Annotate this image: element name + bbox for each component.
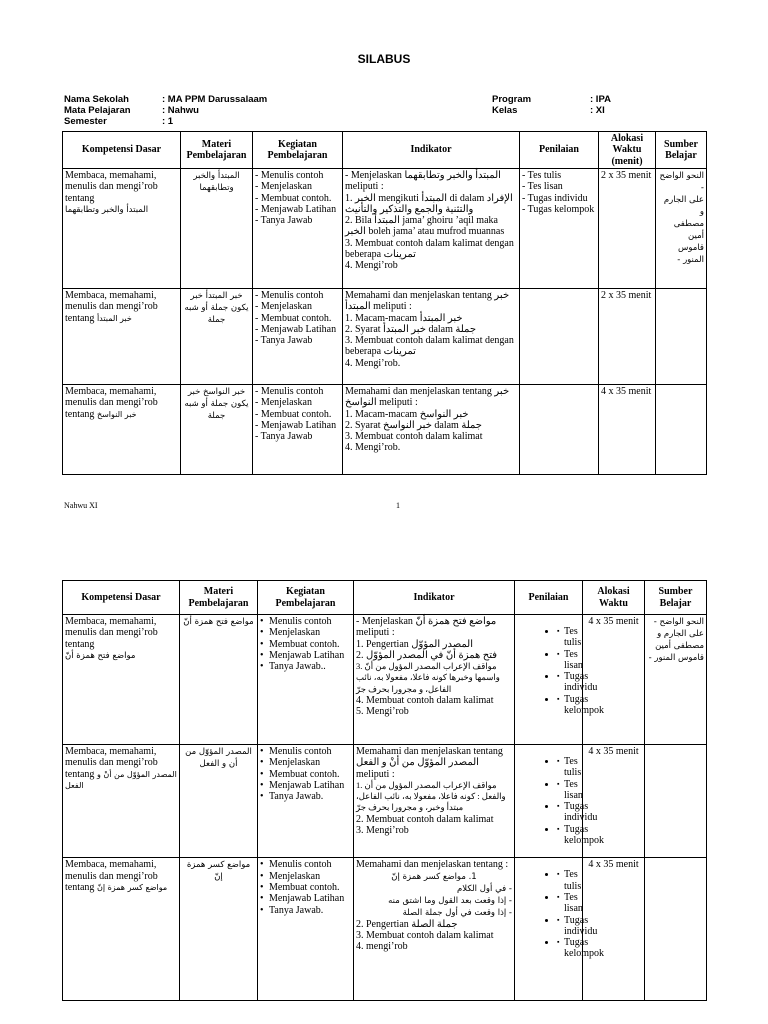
meta-key: Nama Sekolah xyxy=(64,94,129,105)
indikator-cell xyxy=(354,615,515,745)
arabic-text: المبتدأ والخبر وتطابقهما xyxy=(65,204,149,215)
penilaian-cell xyxy=(520,385,599,475)
text-line: 1. Pengertian المصدر المؤوّل xyxy=(356,638,473,650)
text-line: menulis dan mengi’rob xyxy=(65,301,158,313)
text-line: 1. مواقف الإعراب المصدر المؤول من أن والفعل : كونه فاعلا، مفعولا به، نائب الفاعل، مبتدأ وخبر، و مجرورا بحرف جرّ xyxy=(356,779,506,813)
list-item: - Tanya Jawab xyxy=(255,431,340,442)
syllabus-table-2 xyxy=(62,580,707,1001)
text-line: 4. Membuat contoh dalam kalimat xyxy=(356,695,494,707)
table-row xyxy=(63,858,707,1001)
meta-key: Mata Pelajaran xyxy=(64,105,131,116)
meta-value: : 1 xyxy=(162,116,174,127)
kompetensi-cell xyxy=(63,169,181,289)
arabic-text: المصدر المؤوّل من أنْ و الفعل xyxy=(65,769,177,790)
meta-value: : XI xyxy=(590,105,605,116)
list-item: ▪ • Tes lisan xyxy=(557,649,580,672)
text-line: 2. Syarat خبر النواسخ dalam جملة xyxy=(345,419,482,431)
arabic-text: - في أول الكلام xyxy=(457,883,512,894)
text-line: النحو الواضح - xyxy=(653,617,704,627)
list-item: - Menjawab Latihan xyxy=(255,324,340,335)
text-line: Memahami dan menjelaskan tentang خبر النواسخ meliputi : xyxy=(345,386,510,409)
list-item: - Membuat contoh. xyxy=(255,409,340,420)
text-line: 1. Macam-macam خبر المبتدأ xyxy=(345,312,463,324)
alokasi-cell: 2 x 35 menit xyxy=(599,289,656,385)
arabic-text: خبر النواسخ xyxy=(96,409,137,419)
list-item: - Membuat contoh. xyxy=(255,313,340,324)
alokasi-cell: 4 x 35 menit xyxy=(599,385,656,475)
header-indikator: Indikator xyxy=(354,581,515,615)
alokasi-cell: 4 x 35 menit xyxy=(583,858,645,1001)
meta-value: : MA PPM Darussalaam xyxy=(162,94,268,105)
list-item: ▪ • Tes lisan xyxy=(557,779,580,802)
text-line: tentang xyxy=(65,192,95,204)
kompetensi-cell xyxy=(63,385,181,475)
indikator-cell xyxy=(354,745,515,858)
list-item: ▪ • Tugas kelompok xyxy=(557,824,580,847)
list-item: ▪ • Tes tulis xyxy=(557,626,580,649)
sumber-cell xyxy=(645,745,707,858)
list-item: • Menulis contoh xyxy=(260,616,351,627)
penilaian-cell xyxy=(515,858,604,1001)
text-line xyxy=(65,313,178,324)
text-line: 2. Syarat خبر المبتدأ dalam جملة xyxy=(345,323,477,335)
list-item: ▪ • Tugas individu xyxy=(557,801,580,824)
text-line: 2. Bila المبتدأ jama’ ghoiru ’aqil maka الخبر boleh jama’ atau mufrod muannas xyxy=(345,215,505,238)
text-line: menulis dan mengi’rob xyxy=(65,627,158,639)
text-line xyxy=(65,882,177,893)
penilaian-cell xyxy=(520,289,599,385)
penilaian-cell xyxy=(515,615,604,745)
list-item: • Membuat contoh. xyxy=(260,769,351,780)
text-line: Memahami dan menjelaskan tentang خبر المبتدأ meliputi : xyxy=(345,290,510,313)
header-indikator: Indikator xyxy=(343,132,520,169)
text-line: 4. Mengi’rob. xyxy=(345,357,401,369)
kegiatan-cell xyxy=(258,858,354,1001)
table-row xyxy=(63,385,707,475)
text-line: menulis dan mengi’rob xyxy=(65,397,158,409)
table-row xyxy=(63,745,707,858)
sumber-cell xyxy=(645,615,707,745)
kegiatan-cell xyxy=(258,615,354,745)
text-line: مصطفى أمين xyxy=(673,219,704,241)
kompetensi-cell xyxy=(63,615,180,745)
text-line: 3. مواقف الإعراب المصدر المؤول من أنّ واسمها وخبرها كونه فاعلا، مفعولا به، نائب الفاعل، و مجرورا بحرف جرّ xyxy=(356,661,500,694)
list-item: - Menjelaskan xyxy=(255,301,340,312)
list-item: • Menjelaskan xyxy=(260,757,351,768)
text-line: قاموس المنور - xyxy=(648,653,704,663)
list-item: • Menjawab Latihan xyxy=(260,650,351,661)
meta-value: : Nahwu xyxy=(162,105,199,116)
syllabus-table-1 xyxy=(62,131,707,475)
indikator-cell xyxy=(343,289,520,385)
text-line: Membaca, memahami, xyxy=(65,170,157,181)
text-line: على الجارم و xyxy=(663,195,704,217)
penilaian-cell xyxy=(520,169,599,289)
text-line: Membaca, memahami, xyxy=(65,290,157,301)
page-title: SILABUS xyxy=(357,52,411,66)
table-row xyxy=(63,169,707,289)
meta-key: Semester xyxy=(64,116,107,127)
list-item: • Menjelaskan xyxy=(260,627,351,638)
list-item: ▪ • Tes tulis xyxy=(557,869,580,892)
text-line: 3. Membuat contoh dalam kalimat dengan beberapa تمرينات xyxy=(345,237,514,261)
kegiatan-cell xyxy=(258,745,354,858)
text-line: Memahami dan menjelaskan tentang المصدر المؤوّل من أنْ و الفعل meliputi : xyxy=(356,746,503,780)
materi-cell: المصدر المؤوّل من أن و الفعل xyxy=(180,745,258,858)
kegiatan-cell xyxy=(253,169,343,289)
text-line: Membaca, memahami, xyxy=(65,386,157,397)
text-line xyxy=(65,769,177,792)
list-item: - Tes lisan xyxy=(522,181,596,192)
text-line: tentang xyxy=(65,638,95,650)
arabic-text: - إذا وقعت في أول جملة الصلة xyxy=(402,907,512,918)
list-item: • Menulis contoh xyxy=(260,859,351,870)
materi-cell: خبر النواسخ خبر يكون جملة أو شبه جملة xyxy=(181,385,253,475)
list-item: • Menjawab Latihan xyxy=(260,780,351,791)
indikator-cell xyxy=(343,385,520,475)
list-item: ▪ • Tes tulis xyxy=(557,756,580,779)
list-item: • Menjawab Latihan xyxy=(260,893,351,904)
penilaian-cell xyxy=(515,745,604,858)
list-item: - Tes tulis xyxy=(522,170,596,181)
header-sumber: Sumber Belajar xyxy=(645,581,707,615)
list-item: ▪ • Tugas individu xyxy=(557,915,580,938)
header-sumber: Sumber Belajar xyxy=(656,132,707,169)
footer-label: Nahwu XI xyxy=(64,501,98,510)
materi-cell: خبر المبتدأ خبر يكون جملة أو شبه جملة xyxy=(181,289,253,385)
header-kompetensi: Kompetensi Dasar xyxy=(63,581,180,615)
text-line: 3. Membuat contoh dalam kalimat xyxy=(356,929,494,941)
text-line: 1. الخبر mengikuti المبتدأ di dalam الإفراد والتثنية والجمع والتذكير والتأنيث xyxy=(345,192,513,215)
text-line: على الجارم و xyxy=(657,629,704,639)
header-materi: Materi Pembelajaran xyxy=(181,132,253,169)
text-line: menulis dan mengi’rob xyxy=(65,181,158,193)
list-item: - Tugas kelompok xyxy=(522,204,596,215)
kompetensi-cell xyxy=(63,745,180,858)
sumber-cell xyxy=(656,169,707,289)
indikator-cell xyxy=(354,858,515,1001)
kegiatan-cell xyxy=(253,289,343,385)
text-line: 4. mengi’rob xyxy=(356,941,408,953)
text-line: النحو الواضح - xyxy=(659,171,704,193)
arabic-text: مواضع فتح همزة أنّ xyxy=(65,650,136,661)
list-item: • Tanya Jawab.. xyxy=(260,661,351,672)
text-line: menulis dan mengi’rob xyxy=(65,870,158,882)
list-item: - Menjelaskan xyxy=(255,181,340,192)
list-item: ▪ • Tugas kelompok xyxy=(557,694,580,717)
text-line: menulis dan mengi’rob xyxy=(65,757,158,769)
list-item: - Menjawab Latihan xyxy=(255,204,340,215)
list-item: - Tanya Jawab xyxy=(255,335,340,346)
text-line: Membaca, memahami, xyxy=(65,616,157,627)
sumber-cell xyxy=(656,385,707,475)
text-line: Memahami dan menjelaskan tentang : xyxy=(356,859,509,871)
meta-left xyxy=(64,94,267,127)
header-materi: Materi Pembelajaran xyxy=(180,581,258,615)
text-line: 2. فتح همزة أنّ في المصدر المؤوّل xyxy=(356,649,498,661)
text-line: 1. Macam-macam خبر النواسخ xyxy=(345,408,469,420)
list-item: - Tugas individu xyxy=(522,193,596,204)
materi-cell: مواضع كسر همزة إنّ xyxy=(180,858,258,1001)
list-item: ▪ • Tes lisan xyxy=(557,892,580,915)
text-line: 4. Mengi’rob xyxy=(345,260,398,272)
arabic-text: خبر المبتدأ xyxy=(96,313,132,323)
kompetensi-cell xyxy=(63,289,181,385)
alokasi-cell: 4 x 35 menit xyxy=(583,745,645,858)
materi-cell: المبتدأ والخبر وتطابقهما xyxy=(181,169,253,289)
text-line: - Menjelaskan المبتدأ والخبر وتطابقهما meliputi : xyxy=(345,170,501,193)
list-item: • Membuat contoh. xyxy=(260,639,351,650)
text-line: 2. Membuat contoh dalam kalimat xyxy=(356,813,494,825)
materi-cell: مواضع فتح همزة أنّ xyxy=(180,615,258,745)
text-line: 2. Pengertian جملة الصلة xyxy=(356,918,458,930)
list-item: • Membuat contoh. xyxy=(260,882,351,893)
text-line: 3. Mengi’rob xyxy=(356,825,409,837)
table-row xyxy=(63,289,707,385)
text-line xyxy=(65,409,178,420)
sumber-cell xyxy=(645,858,707,1001)
list-item: • Tanya Jawab. xyxy=(260,791,351,802)
text-line: Membaca, memahami, xyxy=(65,859,157,871)
text-line: - Menjelaskan مواضع فتح همزة أنّ meliputi : xyxy=(356,616,497,639)
alokasi-cell: 2 x 35 menit xyxy=(599,169,656,289)
list-item: ▪ • Tugas kelompok xyxy=(557,937,580,960)
text-line: 3. Membuat contoh dalam kalimat dengan beberapa تمرينات xyxy=(345,335,514,358)
kompetensi-cell xyxy=(63,858,180,1001)
list-item: • Tanya Jawab. xyxy=(260,905,351,916)
alokasi-cell: 4 x 35 menit xyxy=(583,615,645,745)
header-kompetensi: Kompetensi Dasar xyxy=(63,132,181,169)
list-item: - Menjelaskan xyxy=(255,397,340,408)
meta-key: Kelas xyxy=(492,105,518,116)
text-part: tentang xyxy=(65,408,95,420)
text-part: tentang xyxy=(65,768,95,780)
text-line: 3. Membuat contoh dalam kalimat xyxy=(345,431,483,443)
list-item: - Menulis contoh xyxy=(255,170,340,181)
indikator-cell xyxy=(343,169,520,289)
header-alokasi: Alokasi Waktu (menit) xyxy=(599,132,656,169)
text-line: قاموس المنور - xyxy=(677,243,704,265)
meta-value: : IPA xyxy=(590,94,611,105)
meta-right xyxy=(492,94,611,116)
meta-key: Program xyxy=(492,94,532,105)
header-alokasi: Alokasi Waktu xyxy=(583,581,645,615)
header-kegiatan: Kegiatan Pembelajaran xyxy=(258,581,354,615)
list-item: - Menulis contoh xyxy=(255,290,340,301)
arabic-text: - إذا وقعت بعد القول وما اشتق منه xyxy=(388,895,512,906)
list-item: • Menulis contoh xyxy=(260,746,351,757)
page-number: 1 xyxy=(396,501,400,510)
list-item: ▪ • Tugas individu xyxy=(557,671,580,694)
text-line: مصطفى أمين xyxy=(655,641,704,651)
text-line: 5. Mengi’rob xyxy=(356,706,409,718)
text-part: tentang xyxy=(65,312,95,324)
list-item: - Menjawab Latihan xyxy=(255,420,340,431)
list-item: - Membuat contoh. xyxy=(255,193,340,204)
text-part: tentang xyxy=(65,881,95,893)
text-line: Membaca, memahami, xyxy=(65,746,157,757)
list-item: - Tanya Jawab xyxy=(255,215,340,226)
header-penilaian: Penilaian xyxy=(520,132,599,169)
text-line: 4. Mengi’rob. xyxy=(345,442,401,454)
kegiatan-cell xyxy=(253,385,343,475)
table-row xyxy=(63,615,707,745)
list-item: - Menulis contoh xyxy=(255,386,340,397)
arabic-text: مواضع كسر همزة إنّ xyxy=(96,882,168,892)
header-kegiatan: Kegiatan Pembelajaran xyxy=(253,132,343,169)
header-penilaian: Penilaian xyxy=(515,581,583,615)
arabic-text: 1. مواضع كسر همزة إنّ xyxy=(391,871,477,882)
list-item: • Menjelaskan xyxy=(260,871,351,882)
sumber-cell xyxy=(656,289,707,385)
